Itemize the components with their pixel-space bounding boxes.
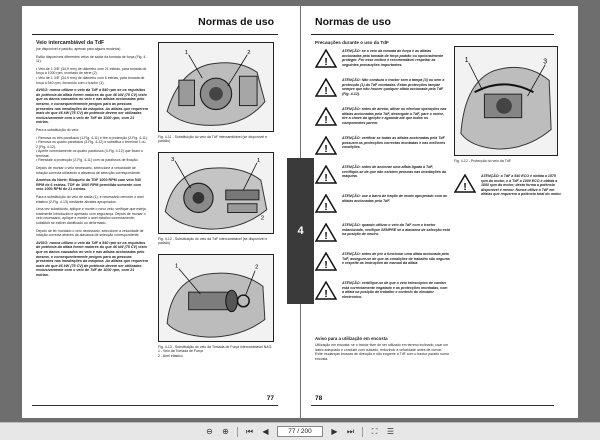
svg-text:2: 2 xyxy=(247,49,251,56)
svg-text:!: ! xyxy=(324,231,328,242)
section-subtitle: (se disponível e padrão, apenas para alguns modelos) xyxy=(36,47,121,51)
header-rule xyxy=(311,34,554,35)
svg-text:1: 1 xyxy=(464,56,469,64)
left-text-column xyxy=(36,40,148,281)
svg-text:!: ! xyxy=(324,86,328,97)
list-item: • Veio de 1 3/8" (34,9 mm) de diâmetro com 21 estrias, para tomada de força a 1000 rpm, montado de série (2). xyxy=(36,67,148,76)
warning-text: ATENÇÃO: quando utilizar o veio da TdF com o tractor estacionado, verifique SEMPRE se a alavanca de selecção está na posição de neutro. xyxy=(342,223,450,236)
slope-section xyxy=(315,336,450,364)
svg-text:!: ! xyxy=(324,57,328,68)
right-page xyxy=(301,6,578,418)
warning-block xyxy=(315,194,450,222)
snap-ring-illustration xyxy=(159,255,273,341)
section-title: Veio intercambiável da TdF xyxy=(36,40,105,46)
warning-triangle-icon xyxy=(315,107,337,126)
svg-text:2: 2 xyxy=(255,264,259,271)
warning-triangle-icon xyxy=(315,281,337,300)
chapter-tab: 4 xyxy=(287,158,314,304)
warning-triangle-icon xyxy=(315,194,337,213)
warning-block xyxy=(454,174,562,214)
paragraph: Uma vez substituído, aplique e monte o novo veio; verifique que esteja totalmente introduzido e apertado com segurança. Depois de montar o veio necessário, aplique e monte o anel elástico correctamente; substituir se estiver danificado ou deformado. xyxy=(36,207,146,225)
list-item: • Remova os três parafusos (1-Fig. 4-11) e tire a protecção (2-Fig. 4-11). xyxy=(36,136,148,141)
svg-text:!: ! xyxy=(324,173,328,184)
warning-triangle-icon xyxy=(315,223,337,242)
section-title: Precauções durante o uso da TdF xyxy=(315,40,389,45)
svg-text:1: 1 xyxy=(256,157,261,164)
warning-text: ATENÇÃO: use a barra de tração de modo apropriado com as alfaias accionadas pela TdF. xyxy=(342,194,447,203)
footer-rule xyxy=(311,405,554,406)
pto-guard-illustration xyxy=(455,47,557,155)
steps-list xyxy=(36,136,148,164)
previous-page-icon[interactable]: ◀ xyxy=(262,427,269,436)
svg-text:1: 1 xyxy=(174,263,179,270)
warning-text: ATENÇÃO: antes de pôr a funcionar uma alfaia accionada pela TdF, assegure-se de que as condições de trabalho são seguras e respeite as instruções do manual da alfaia. xyxy=(342,252,450,265)
list-item: • Aperte correctamente os quatro parafusos (3-Fig. 4-12) que fixam o terminal. xyxy=(36,149,148,158)
warning-block xyxy=(315,281,450,315)
figure-4-11 xyxy=(158,42,274,132)
page-number-input[interactable]: 77 / 200 xyxy=(277,426,323,437)
warning-paragraph: AVISO: nunca utilizar o veio da TdF a 540 rpm se os requisitos de potência da alfaia forem maiores do que 46 kW (75 CV) visto que os danos causados no veio e nas alfaias accionadas pelo mesmo, e consequentemente perigos para as pessoas presentes nas imediações da máquina. As alfaias que requerem mais do que 46 kW (75 CV) de potência devem ser utilizadas exclusivamente com o veio de TdF de 1000 rpm, com 21 estrias. xyxy=(36,88,148,125)
svg-text:3: 3 xyxy=(171,156,175,163)
fullscreen-icon[interactable]: ⛶ xyxy=(371,426,378,436)
subsection-title: Aviso para a utilização em encosta xyxy=(315,336,388,341)
warning-text: ATENÇÃO: Não conduza o tractor sem a tampa (3) ou sem a protecção (1) da TdF montadas. Estas protecções tampar sempre que não houver qualquer alfaia accionada pela TdF (Fig. 4-12). xyxy=(342,78,445,96)
warning-text: ATENÇÃO: antes de atrelar, afinar ou efectuar operações nas alfaias accionadas pela TdF, desengate a TdF, pare o motor, tire a chave da ignição e aguarde até que todos os componentes parem. xyxy=(342,107,447,125)
warning-block xyxy=(315,223,450,251)
warning-block xyxy=(315,165,450,193)
zoom-out-icon[interactable]: ⊖ xyxy=(206,427,213,436)
warning-triangle-icon xyxy=(315,252,337,271)
svg-text:!: ! xyxy=(324,260,328,271)
list-item: • Veio de 1 3/8" (34,9 mm) de diâmetro com 6 estrias, para tomada de força a 540 rpm, fornecido com o tractor (1). xyxy=(36,76,148,85)
right-section-title-wrap xyxy=(315,40,450,47)
svg-text:3: 3 xyxy=(543,58,548,66)
warning-paragraph: AVISO: nunca utilizar o veio da TdF a 540 rpm se os requisitos de potência da alfaia forem maiores do que 46 kW (75 CV) visto que os danos causados no veio e nas alfaias accionadas pelo mesmo, e consequentemente perigos para as pessoas presentes nas imediações da máquina. As alfaias que requerem mais do que 46 kW (75 CV) de potência devem ser utilizadas exclusivamente com o veio de TdF de 1000 rpm, com 21 estrias. xyxy=(36,240,148,277)
header-rule xyxy=(32,34,278,35)
left-page-header: Normas de uso xyxy=(198,16,274,28)
next-page-icon[interactable]: ▶ xyxy=(331,427,338,436)
warning-text: ATENÇÃO: certifique-se de que o veio telescópico de cardan está correctamente engatado e as protecções montadas, com a alfaia na posição de trabalho e controlo do elevador electrónico. xyxy=(342,281,448,299)
paragraph: Para a substituição do veio de saída (1), é necessário remover o anel elástico (2-Fig. 4-13) mediante alicates apropriados. xyxy=(36,195,144,204)
svg-text:!: ! xyxy=(324,289,328,300)
figure-caption-text: Fig. 4-13 - Substituição do veio da Tomada de Força intercambiável NAO. xyxy=(158,345,273,349)
warning-triangle-icon xyxy=(315,49,337,68)
first-page-icon[interactable]: ⏮ xyxy=(245,426,254,436)
warning-triangle-icon xyxy=(315,78,337,97)
paragraph: Utilização em encosta: se o tractor tiver de ser utilizado em terreno inclinado, usar um lastro adequado e conduzir com cuidado, reduzindo a velocidade antes de curvar. Evite mudanças bruscas de direcção e não engrene a TdF com o tractor parado numa encosta. xyxy=(315,343,449,361)
page-number: 77 xyxy=(266,395,274,402)
paragraph: Para a substituição do veio: xyxy=(36,127,79,132)
svg-text:!: ! xyxy=(463,182,467,193)
figure-caption: Fig. 4-12 - Substituição do veio da TdF intercambiável (se disponível e padrão) xyxy=(158,237,268,246)
svg-text:!: ! xyxy=(324,202,328,213)
paragraph: Depois de montar o veio necessário, seleccione a velocidade de rotação correcta utilizando a alavanca de selecção correspondente. xyxy=(36,166,141,175)
warning-triangle-icon xyxy=(454,174,476,193)
pto-shaft-illustration xyxy=(159,153,273,233)
warning-text: ATENÇÃO: a TdF a 540 ECO é obtida a 1575 rpm do motor, e a TdF a 1000 ECO é obtida a 1800 rpm do motor; desta forma a potência disponível é menor. Nunca utilize a TdF em alfaias que requerem a potência total do motor. xyxy=(481,174,562,196)
figure-pto-guard xyxy=(454,46,558,156)
warning-block xyxy=(315,136,450,164)
svg-text:!: ! xyxy=(324,144,328,155)
shaft-list xyxy=(36,67,148,85)
warning-block xyxy=(315,78,450,106)
svg-text:2: 2 xyxy=(260,215,265,222)
toolbar-separator xyxy=(237,427,238,437)
warning-block xyxy=(315,49,450,77)
svg-text:1: 1 xyxy=(184,49,188,56)
toolbar-separator xyxy=(362,427,363,437)
figure-legend-item: 2 - Anel elástico xyxy=(158,353,183,358)
figure-caption xyxy=(158,345,274,358)
warning-text: ATENÇÃO: verificar se todas as alfaias accionadas pela TdF possuem as protecções correctas montadas e nas melhores condições. xyxy=(342,136,446,149)
figure-caption: Fig. 4-12 - Protecção do veio da TdF xyxy=(454,159,511,163)
paragraph: Depois de ter montado o veio necessário, seleccione a velocidade de rotação correcta através da alavanca de selecção correspondente. xyxy=(36,228,144,238)
list-item: • Remova os quatro parafusos (3-Fig. 4-12) e substitua o terminal 1 ou 2 (Fig. 4-12). xyxy=(36,140,148,149)
warning-text: ATENÇÃO: antes de accionar uma alfaia ligada à TdF, certifique-se de que não existem pessoas nas imediações da máquina. xyxy=(342,165,447,178)
warning-block xyxy=(315,252,450,280)
last-page-icon[interactable]: ⏭ xyxy=(346,426,355,436)
warning-triangle-icon xyxy=(315,136,337,155)
figure-legend-item: 1 - Veio da Tomada de Força xyxy=(158,349,203,354)
page-number: 78 xyxy=(315,395,323,402)
list-item: • Reinstale a protecção (2-Fig. 4-11) com os parafusos de fixação. xyxy=(36,158,148,163)
figure-4-13 xyxy=(158,254,274,342)
footer-rule xyxy=(32,405,278,406)
menu-icon[interactable]: ☰ xyxy=(386,427,395,436)
warning-triangle-icon xyxy=(315,165,337,184)
viewer-toolbar xyxy=(0,422,600,440)
svg-text:!: ! xyxy=(324,115,328,126)
zoom-in-icon[interactable]: ⊕ xyxy=(222,427,229,436)
warning-block xyxy=(315,107,450,135)
tractor-rear-illustration xyxy=(159,43,273,131)
right-page-header: Normas de uso xyxy=(315,16,391,28)
warning-text: ATENÇÃO: se o veio da tomada de força e as alfaias accionadas pela tomada de força padrão ou opcionalmente proteger. Por esse motivo é recomendável respeitar as seguintes precauções importantes. xyxy=(342,49,444,67)
paragraph: Estão disponíveis diferentes veios de saída da tomada de força (Fig. 4-11): xyxy=(36,54,147,64)
north-america-title: América do Norte: Bloqueio da TDF 1000 RPM com veio 540 RPM de 6 estrias. TDF de 1000 RPM permitida somente com veio 1000 RPM de 21 estrias. xyxy=(36,178,141,192)
figure-4-12 xyxy=(158,152,274,234)
left-page xyxy=(22,6,300,418)
figure-caption: Fig. 4-11 - Substituição do veio da TdF intercambiável (se disponível e padrão) xyxy=(158,135,268,144)
